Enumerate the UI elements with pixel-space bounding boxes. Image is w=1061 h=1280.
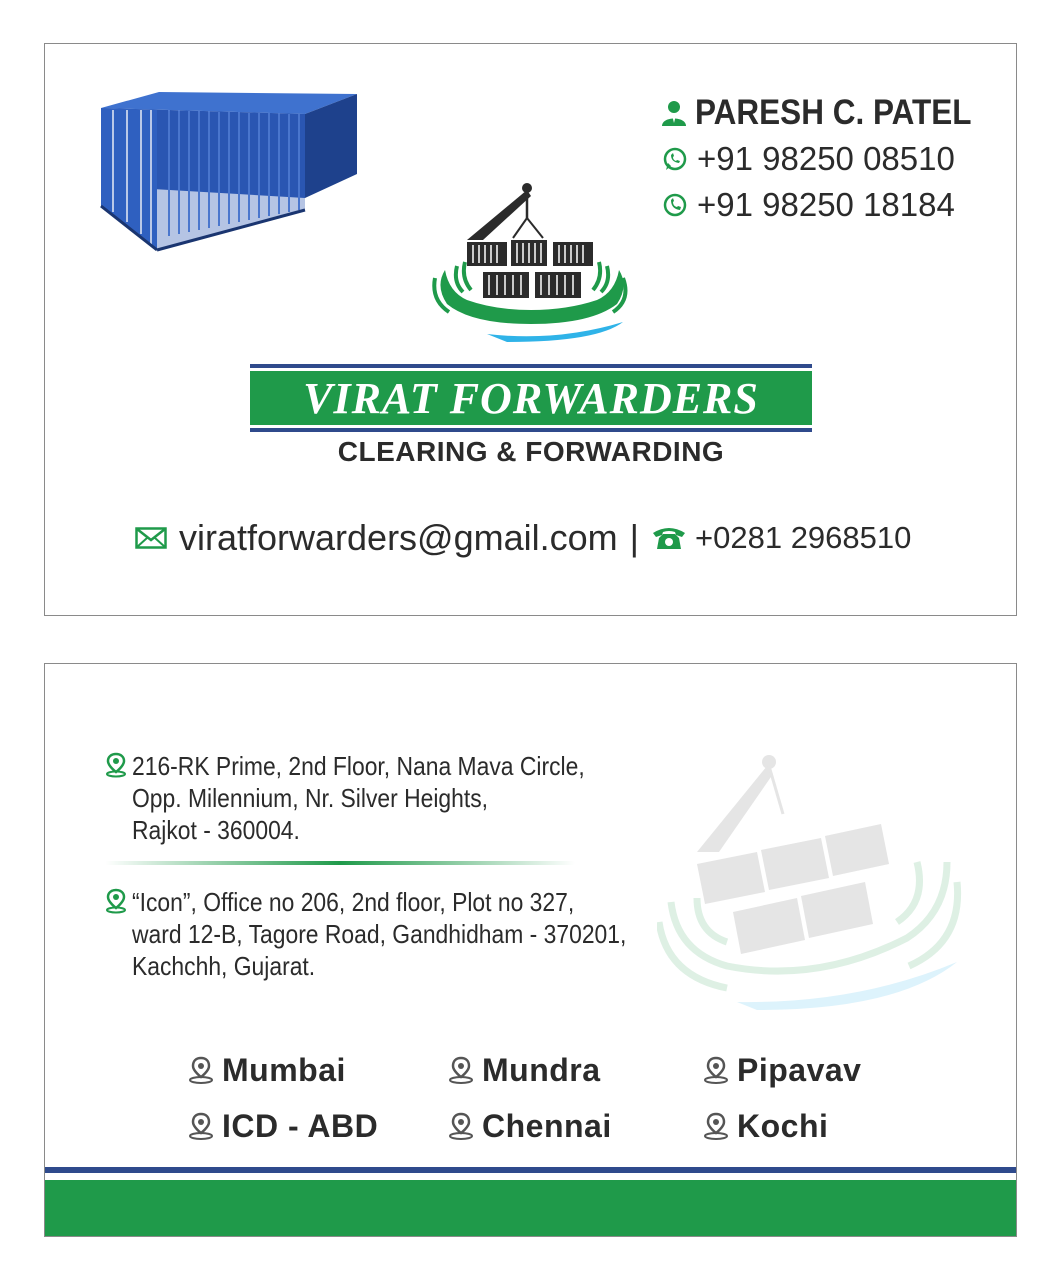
branch-chennai — [448, 1106, 612, 1146]
mobile-row-2 — [661, 182, 1001, 228]
branch-mumbai — [188, 1050, 346, 1090]
shipping-container-image — [99, 88, 361, 254]
mobile-row-1 — [661, 136, 1001, 182]
location-pin-icon — [448, 1056, 474, 1084]
logo-watermark — [657, 752, 967, 1012]
brand-rule-top — [250, 364, 812, 368]
email-landline-row — [135, 516, 911, 560]
location-pin-icon — [703, 1056, 729, 1084]
contact-block — [661, 90, 1001, 228]
brand-rule-bottom — [250, 428, 812, 432]
address-line: Opp. Milennium, Nr. Silver Heights, — [132, 783, 489, 813]
brand-band — [250, 364, 812, 432]
address-line: Kachchh, Gujarat. — [132, 951, 316, 981]
mobile-number-1[interactable]: +91 98250 08510 — [697, 140, 955, 177]
address-line: “Icon”, Office no 206, 2nd floor, Plot no 327, — [132, 887, 575, 917]
person-name: PARESH C. PATEL — [695, 93, 972, 132]
location-pin-icon — [448, 1112, 474, 1140]
address-line: 216-RK Prime, 2nd Floor, Nana Mava Circle, — [132, 751, 585, 781]
footer-green-band — [45, 1180, 1016, 1237]
business-card-back — [44, 663, 1017, 1237]
branch-name: Pipavav — [737, 1051, 862, 1088]
whatsapp-icon — [661, 145, 689, 173]
person-row — [661, 90, 1001, 136]
branch-mundra — [448, 1050, 601, 1090]
landline-number[interactable]: +0281 2968510 — [695, 520, 912, 555]
location-pin-icon — [105, 888, 127, 914]
location-pin-icon — [703, 1112, 729, 1140]
company-name: VIRAT FORWARDERS — [303, 373, 759, 423]
address-lines — [132, 750, 646, 846]
branch-name: Kochi — [737, 1107, 829, 1144]
address-line: ward 12-B, Tagore Road, Gandhidham - 370201, — [132, 919, 627, 949]
mobile-number-2[interactable]: +91 98250 18184 — [697, 186, 955, 223]
branch-icd-abd — [188, 1106, 378, 1146]
branch-pipavav — [703, 1050, 861, 1090]
mail-icon — [135, 527, 169, 549]
email-address[interactable]: viratforwarders@gmail.com — [179, 517, 618, 558]
branch-name: ICD - ABD — [222, 1107, 379, 1144]
location-pin-icon — [188, 1112, 214, 1140]
company-logo — [427, 182, 637, 352]
branch-name: Mumbai — [222, 1051, 346, 1088]
phone-icon — [661, 191, 689, 219]
branch-kochi — [703, 1106, 828, 1146]
location-pin-icon — [188, 1056, 214, 1084]
brand-name-box — [250, 371, 812, 425]
branch-name: Chennai — [482, 1107, 612, 1144]
address-line: Rajkot - 360004. — [132, 815, 300, 845]
separator: | — [629, 517, 640, 558]
business-card-front — [44, 43, 1017, 616]
telephone-icon — [651, 525, 691, 551]
address-lines — [132, 886, 694, 982]
company-tagline: CLEARING & FORWARDING — [337, 436, 725, 467]
address-divider — [105, 861, 575, 865]
footer-blue-stripe — [45, 1167, 1016, 1173]
person-icon — [661, 99, 687, 127]
branch-name: Mundra — [482, 1051, 601, 1088]
location-pin-icon — [105, 752, 127, 778]
